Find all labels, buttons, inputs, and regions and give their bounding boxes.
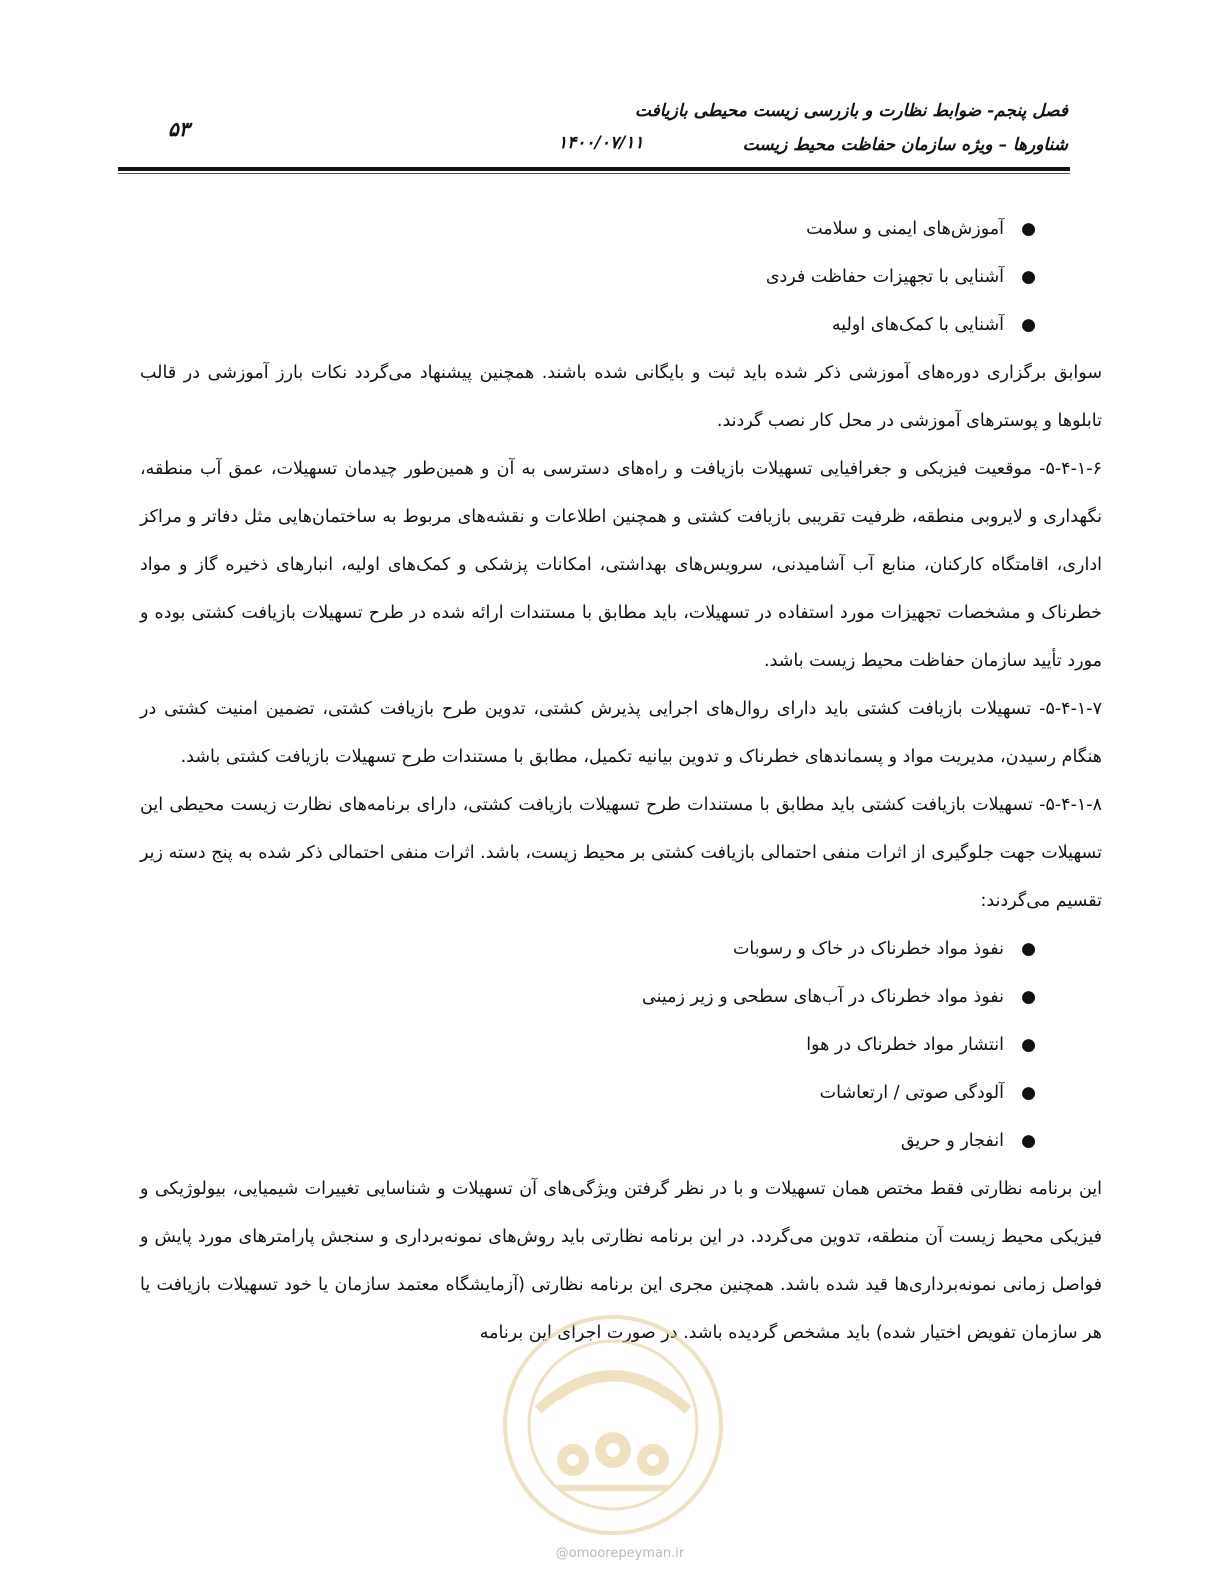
bullet-icon: ● [1021,939,1036,959]
list-item: ● نفوذ مواد خطرناک در خاک و رسوبات [140,925,1102,973]
section-5-4-1-6: ۵-۴-۱-۶- موقعیت فیزیکی و جغرافیایی تسهیلات بازیافت و راه‌های دسترسی به آن و همین‌طور چیدمان تسهیلات، عمق آب منطقه، نگهداری و لایروبی منطقه، ظرفیت تقریبی بازیافت کشتی و همچنین اطلاعات و نقشه‌های مربوط به ساختمان‌هایی مثل دفاتر و مراکز اداری، اقامتگاه کارکنان، منابع آب آشامیدنی، سرویس‌های بهداشتی، امکانات پزشکی و کمک‌های اولیه، انبارهای ذخیره گاز و مواد خطرناک و مشخصات تجهیزات مورد استفاده در تسهیلات، باید مطابق با مستندات ارائه شده در طرح تسهیلات بازیافت کشتی بوده و مورد تأیید سازمان حفاظت محیط زیست باشد. [140,459,1102,671]
bullet-icon: ● [1021,315,1036,335]
page-header [118,95,1070,175]
list-item: ● انفجار و حریق [140,1117,1102,1165]
body-content [140,205,1102,1357]
bullet-icon: ● [1021,219,1036,239]
list-item: ● انتشار مواد خطرناک در هوا [140,1021,1102,1069]
list-item: ● آلودگی صوتی / ارتعاشات [140,1069,1102,1117]
header-date: ۱۴۰۰/۰۷/۱۱ [558,133,644,153]
list-item: ● نفوذ مواد خطرناک در آب‌های سطحی و زیر زمینی [140,973,1102,1021]
list-item: ● آشنایی با کمک‌های اولیه [140,301,1102,349]
bullet-icon: ● [1021,267,1036,287]
watermark-url: @omoorepeyman.ir [555,1546,685,1561]
section-5-4-1-8: ۵-۴-۱-۸- تسهیلات بازیافت کشتی باید مطابق با مستندات طرح تسهیلات بازیافت کشتی، دارای برنامه‌های نظارت زیست محیطی این تسهیلات جهت جلوگیری از اثرات منفی احتمالی بازیافت کشتی بر محیط زیست، باشد. اثرات منفی احتمالی ذکر شده به پنج دسته زیر تقسیم می‌گردند: [140,795,1102,911]
bullet-icon: ● [1021,1035,1036,1055]
list-item: ● آموزش‌های ایمنی و سلامت [140,205,1102,253]
header-subtitle: شناورها – ویژه سازمان حفاظت محیط زیست [742,135,1068,155]
records-paragraph: سوابق برگزاری دوره‌های آموزشی ذکر شده باید ثبت و بایگانی شده باشند. همچنین پیشنهاد می‌گردد نکات بارز آموزشی در قالب تابلوها و پوسترهای آموزشی در محل کار نصب گردند. [140,363,1102,431]
bullet-icon: ● [1021,1083,1036,1103]
bullet-icon: ● [1021,987,1036,1007]
chapter-title: فصل پنجم- ضوابط نظارت و بازرسی زیست محیطی بازیافت [634,101,1068,121]
section-5-4-1-7: ۵-۴-۱-۷- تسهیلات بازیافت کشتی باید دارای روال‌های اجرایی پذیرش کشتی، تدوین طرح بازیافت کشتی، تضمین امنیت کشتی در هنگام رسیدن، مدیریت مواد و پسماندهای خطرناک و تدوین بیانیه تکمیل، مطابق با مستندات طرح تسهیلات بازیافت کشتی باشد. [140,699,1102,767]
monitoring-paragraph: این برنامه نظارتی فقط مختص همان تسهیلات و با در نظر گرفتن ویژگی‌های آن تسهیلات و شناسایی تغییرات شیمیایی، بیولوژیکی و فیزیکی محیط زیست آن منطقه، تدوین می‌گردد. در این برنامه نظارتی باید روش‌های نمونه‌برداری و سنجش پارامترهای مورد پایش و فواصل زمانی نمونه‌برداری‌ها قید شده باشد. همچنین مجری این برنامه نظارتی (آزمایشگاه معتمد سازمان یا خود تسهیلات بازیافت یا هر سازمان تفویض اختیار شده) باید مشخص گردیده باشد. در صورت اجرای این برنامه [140,1179,1102,1343]
header-rule [118,167,1070,171]
watermark-logo-icon [498,1310,728,1540]
bullet-icon: ● [1021,1131,1036,1151]
impacts-list [140,925,1102,1165]
page-number: ۵۳ [168,117,190,141]
list-item: ● آشنایی با تجهیزات حفاظت فردی [140,253,1102,301]
header-rule-thin [118,173,1070,174]
training-list [140,205,1102,349]
